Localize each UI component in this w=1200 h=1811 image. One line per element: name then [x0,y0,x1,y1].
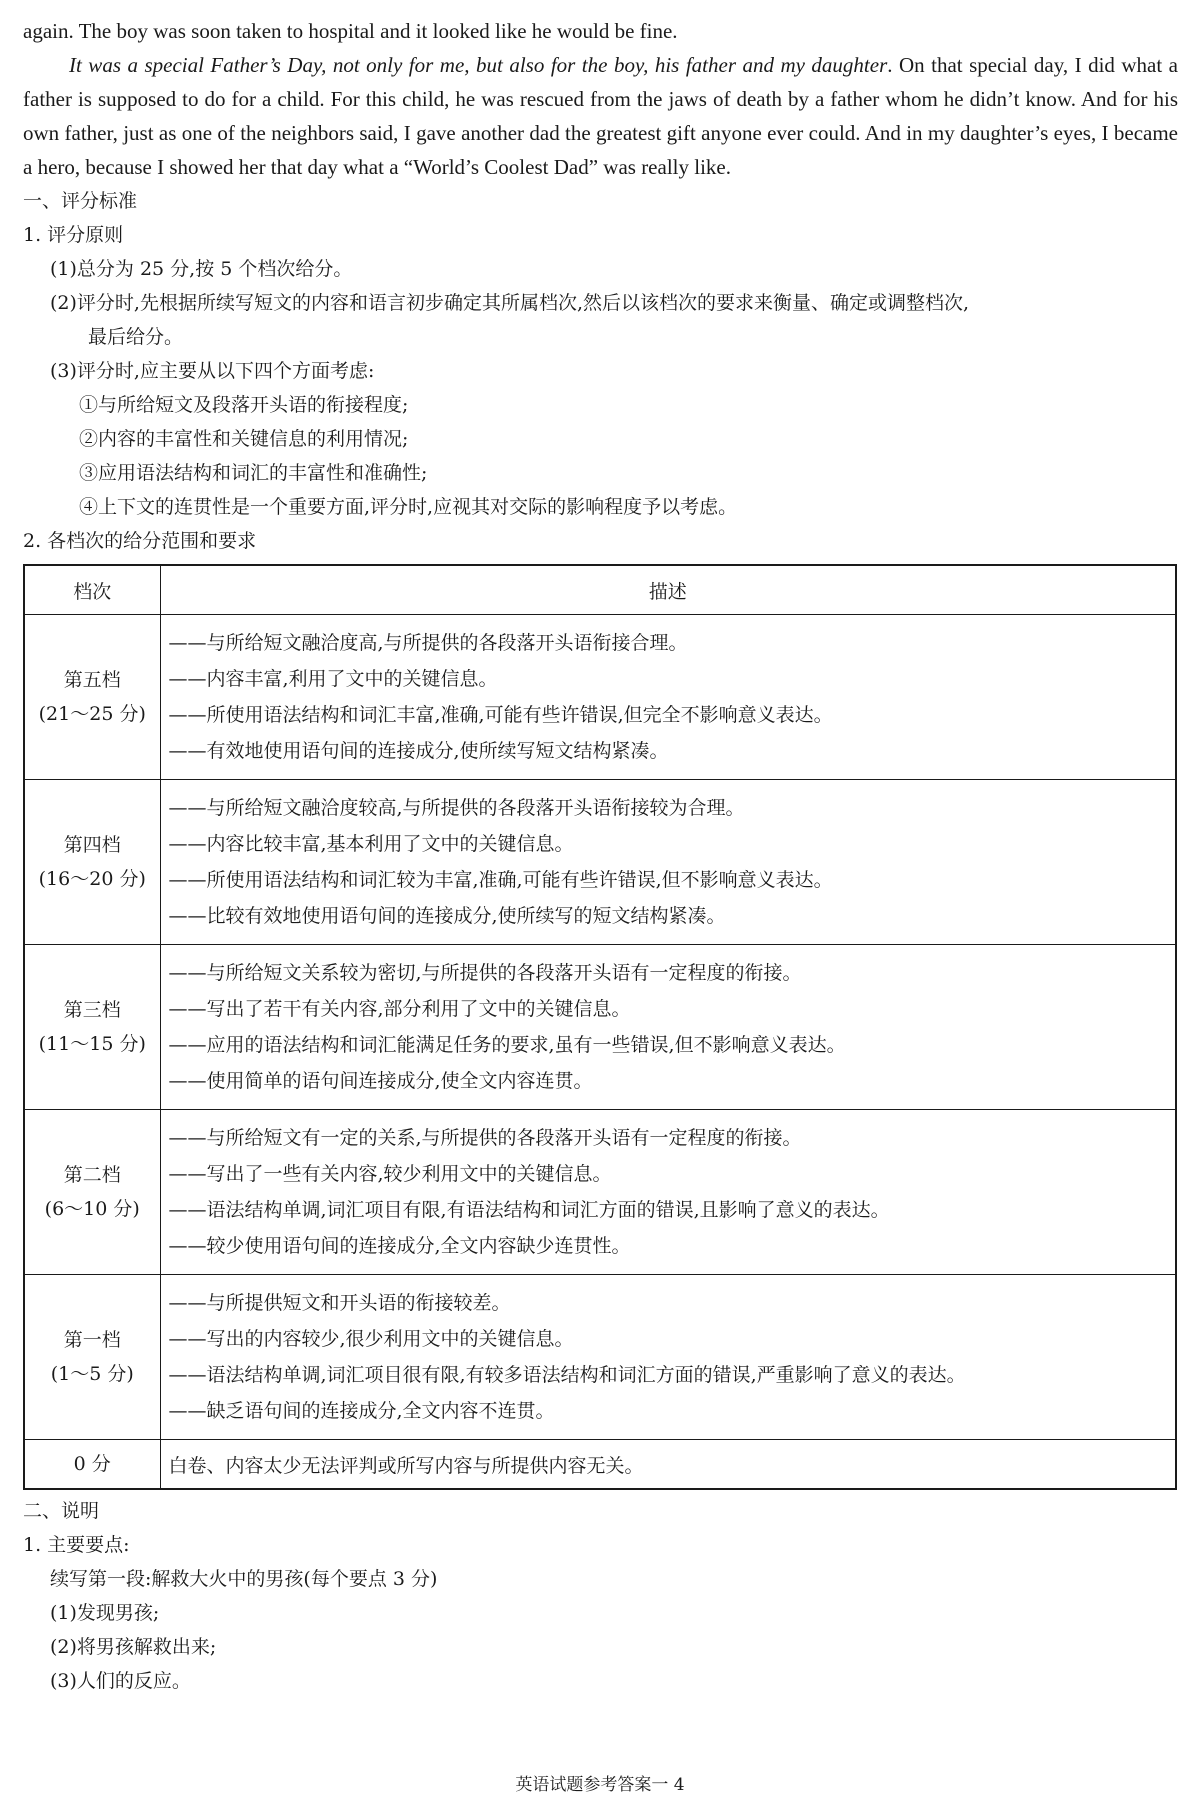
level-cell [24,945,160,1110]
point-item: (3)人们的反应。 [50,1670,191,1692]
description-cell [160,945,1176,1110]
grading-table [23,564,1177,1490]
description-cell [160,1110,1176,1275]
zero-description-cell: 白卷、内容太少无法评判或所写内容与所提供内容无关。 [160,1440,1176,1490]
description-line: ——有效地使用语句间的连接成分,使所续写短文结构紧凑。 [168,740,669,762]
description-line: ——比较有效地使用语句间的连接成分,使所续写的短文结构紧凑。 [168,905,726,927]
description-line: ——写出了一些有关内容,较少利用文中的关键信息。 [168,1163,612,1185]
story-paragraph-rest: . On that special day, I did what a father is supposed to do for a child. For this child, he was rescued from the jaws of death by a father whom he didn’t know. And for his own father, just as one of the neighbors said, I gave another dad the greatest gift anyone ever could. And in my daughter’s eyes, I became a hero, because I showed her that day what a “World’s Coolest Dad” was really like. [23,53,1179,179]
criterion-3: ③应用语法结构和词汇的丰富性和准确性; [79,462,428,484]
points-paragraph-1: 续写第一段:解救大火中的男孩(每个要点 3 分) [50,1568,438,1590]
principle-1: (1)总分为 25 分,按 5 个档次给分。 [50,258,353,280]
principle-3: (3)评分时,应主要从以下四个方面考虑: [50,360,375,382]
description-line: ——与所提供短文和开头语的衔接较差。 [168,1292,511,1314]
level-range: (16～20 分) [38,868,146,890]
point-item: (2)将男孩解救出来; [50,1636,217,1658]
header-description: 描述 [160,565,1176,615]
level-name: 第五档 [63,669,121,691]
principles-title: 1. 评分原则 [23,224,124,246]
description-line: ——所使用语法结构和词汇丰富,准确,可能有些许错误,但完全不影响意义表达。 [168,704,833,726]
story-line-1: again. The boy was soon taken to hospital and it looked like he would be fine. [23,19,678,43]
point-item: (1)发现男孩; [50,1602,160,1624]
description-line: ——与所给短文关系较为密切,与所提供的各段落开头语有一定程度的衔接。 [168,962,802,984]
story-italic-sentence: It was a special Father’s Day, not only for me, but also for the boy, his father and my daughter [69,53,888,77]
table-row [24,945,1176,1110]
description-cell [160,1275,1176,1440]
level-range: (21～25 分) [38,703,146,725]
description-line: ——应用的语法结构和词汇能满足任务的要求,虽有一些错误,但不影响意义表达。 [168,1034,846,1056]
principle-2-continuation: 最后给分。 [88,326,184,348]
zero-level-cell: 0 分 [24,1440,160,1490]
criterion-1: ①与所给短文及段落开头语的衔接程度; [79,394,409,416]
table-header-row [24,565,1176,615]
level-cell [24,615,160,780]
level-name: 第三档 [63,999,121,1021]
level-range: (1～5 分) [50,1363,134,1385]
principle-2: (2)评分时,先根据所续写短文的内容和语言初步确定其所属档次,然后以该档次的要求来衡量、确定或调整档次, [50,292,970,314]
description-line: ——所使用语法结构和词汇较为丰富,准确,可能有些许错误,但不影响意义表达。 [168,869,833,891]
page-footer: 英语试题参考答案一 4 [515,1775,685,1795]
description-cell [160,780,1176,945]
description-line: ——使用简单的语句间连接成分,使全文内容连贯。 [168,1070,593,1092]
level-name: 第四档 [63,834,121,856]
description-line: ——写出的内容较少,很少利用文中的关键信息。 [168,1328,574,1350]
points-title: 1. 主要要点: [23,1534,130,1556]
criterion-2: ②内容的丰富性和关键信息的利用情况; [79,428,409,450]
section-title-notes: 二、说明 [23,1500,100,1522]
description-line: ——语法结构单调,词汇项目有限,有语法结构和词汇方面的错误,且影响了意义的表达。 [168,1199,890,1221]
level-cell [24,780,160,945]
description-line: ——内容丰富,利用了文中的关键信息。 [168,668,498,690]
criterion-4: ④上下文的连贯性是一个重要方面,评分时,应视其对交际的影响程度予以考虑。 [79,496,738,518]
description-line: ——与所给短文融洽度较高,与所提供的各段落开头语衔接较为合理。 [168,797,745,819]
level-range: (6～10 分) [44,1198,140,1220]
description-line: ——较少使用语句间的连接成分,全文内容缺少连贯性。 [168,1235,631,1257]
story-paragraph-2 [23,48,1178,184]
description-line: ——语法结构单调,词汇项目很有限,有较多语法结构和词汇方面的错误,严重影响了意义的表达。 [168,1364,966,1386]
ranges-title: 2. 各档次的给分范围和要求 [23,530,257,552]
description-line: ——内容比较丰富,基本利用了文中的关键信息。 [168,833,574,855]
header-level: 档次 [24,565,160,615]
section-title-scoring: 一、评分标准 [23,190,138,212]
table-row [24,780,1176,945]
description-line: ——与所给短文融洽度高,与所提供的各段落开头语衔接合理。 [168,632,688,654]
description-line: ——缺乏语句间的连接成分,全文内容不连贯。 [168,1400,555,1422]
table-row [24,615,1176,780]
level-cell [24,1275,160,1440]
level-cell [24,1110,160,1275]
description-line: ——与所给短文有一定的关系,与所提供的各段落开头语有一定程度的衔接。 [168,1127,802,1149]
table-row [24,1110,1176,1275]
description-line: ——写出了若干有关内容,部分利用了文中的关键信息。 [168,998,631,1020]
level-name: 第一档 [63,1329,121,1351]
answer-page [23,14,1178,1698]
level-range: (11～15 分) [38,1033,146,1055]
level-name: 第二档 [63,1164,121,1186]
table-row-zero [24,1440,1176,1490]
description-cell [160,615,1176,780]
table-row [24,1275,1176,1440]
